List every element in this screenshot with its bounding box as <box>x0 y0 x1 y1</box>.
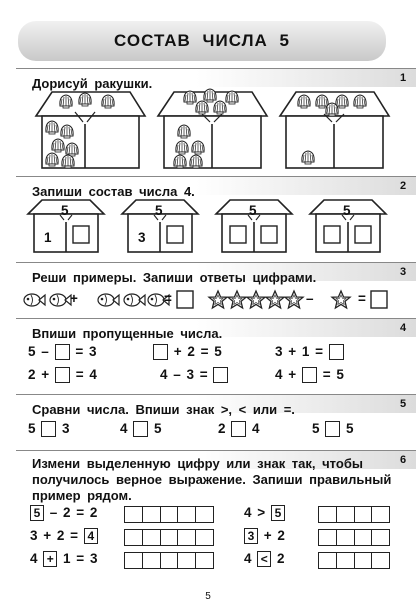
task-title-6-line3: пример рядом. <box>32 488 132 503</box>
answer-box[interactable] <box>55 367 70 383</box>
page-number: 5 <box>205 591 211 602</box>
star-icon <box>266 291 284 308</box>
task-number-6: 6 <box>399 454 407 466</box>
highlighted-digit: 5 <box>30 505 44 521</box>
equation-4-4: 2 + = 4 <box>28 367 97 382</box>
minus-sign: – <box>306 291 314 306</box>
answer-cells[interactable] <box>124 529 214 546</box>
equation-4-1: 5 – = 3 <box>28 344 97 359</box>
fix-expression-6: 4 < 2 <box>244 551 285 567</box>
equation-4-5: 4 – 3 = <box>160 367 228 383</box>
task-number-5: 5 <box>399 398 407 410</box>
house-4-roof: 5 <box>343 203 351 218</box>
house-2-roof: 5 <box>155 203 163 218</box>
answer-cells[interactable] <box>318 552 390 569</box>
star-icon <box>228 291 246 308</box>
house-1-left: 1 <box>44 230 52 245</box>
highlighted-digit: 4 <box>84 528 98 544</box>
compare-4: 5 5 <box>312 421 354 436</box>
fish-icon <box>98 294 119 306</box>
divider <box>16 394 416 395</box>
answer-box[interactable] <box>213 367 228 383</box>
page-title: СОСТАВ ЧИСЛА 5 <box>18 21 386 61</box>
answer-box[interactable] <box>231 421 246 437</box>
answer-box <box>371 291 387 308</box>
answer-box <box>177 291 193 308</box>
answer-box[interactable] <box>325 421 340 437</box>
task-title-4: Впиши пропущенные числа. <box>32 326 223 341</box>
answer-box[interactable] <box>302 367 317 383</box>
compare-2: 4 5 <box>120 421 162 436</box>
answer-box[interactable] <box>329 344 344 360</box>
task-number-1: 1 <box>399 72 407 84</box>
house-2-left: 3 <box>138 230 146 245</box>
task-title-3: Реши примеры. Запиши ответы цифрами. <box>32 270 317 285</box>
answer-box[interactable] <box>133 421 148 437</box>
answer-box[interactable] <box>55 344 70 360</box>
answer-box[interactable] <box>153 344 168 360</box>
shell-house-1 <box>36 92 145 168</box>
fix-expression-3: 4 + 1 = 3 <box>30 551 98 567</box>
house-1-roof: 5 <box>61 203 69 218</box>
highlighted-sign: < <box>257 551 271 567</box>
answer-cells[interactable] <box>124 506 214 523</box>
fix-expression-4: 4 > 5 <box>244 505 285 521</box>
task-title-6-line1: Измени выделенную цифру или знак так, чтобы <box>32 456 363 471</box>
house-3-roof: 5 <box>249 203 257 218</box>
fix-expression-5: 3 + 2 <box>244 528 285 544</box>
task-title-6-line2: получилось верное выражение. Запиши правильный <box>32 472 392 487</box>
equation-4-2: + 2 = 5 <box>153 344 222 360</box>
task-title-1: Дорисуй ракушки. <box>32 76 153 91</box>
answer-box[interactable] <box>41 421 56 437</box>
equals-sign: = <box>164 291 172 306</box>
divider <box>16 176 416 177</box>
answer-cells[interactable] <box>124 552 214 569</box>
equation-4-3: 3 + 1 = <box>275 344 344 360</box>
star-icon <box>285 291 303 308</box>
shell-house-2 <box>158 89 267 168</box>
task-number-2: 2 <box>399 180 407 192</box>
task-number-4: 4 <box>399 322 407 334</box>
star-icon <box>247 291 265 308</box>
star-icon <box>332 291 350 308</box>
divider <box>16 68 416 69</box>
highlighted-sign: + <box>43 551 57 567</box>
answer-cells[interactable] <box>318 506 390 523</box>
divider <box>16 262 416 263</box>
task-number-3: 3 <box>399 266 407 278</box>
fish-icon <box>124 294 145 306</box>
shell-houses <box>20 88 400 172</box>
answer-cells[interactable] <box>318 529 390 546</box>
task-title-5: Сравни числа. Впиши знак >, < или =. <box>32 402 295 417</box>
divider <box>16 450 416 451</box>
divider <box>16 318 416 319</box>
fish-icon <box>24 294 45 306</box>
shell-house-3 <box>280 92 389 168</box>
fix-expression-2: 3 + 2 = 4 <box>30 528 98 544</box>
highlighted-digit: 5 <box>271 505 285 521</box>
compare-3: 2 4 <box>218 421 260 436</box>
equals-sign: = <box>358 291 366 306</box>
plus-sign: + <box>70 291 78 306</box>
fix-expression-1: 5 – 2 = 2 <box>30 505 97 521</box>
highlighted-digit: 3 <box>244 528 258 544</box>
equation-4-6: 4 + = 5 <box>275 367 344 382</box>
fish-icon <box>50 294 71 306</box>
task-title-2: Запиши состав числа 4. <box>32 184 195 199</box>
star-icon <box>209 291 227 308</box>
compare-1: 5 3 <box>28 421 70 436</box>
